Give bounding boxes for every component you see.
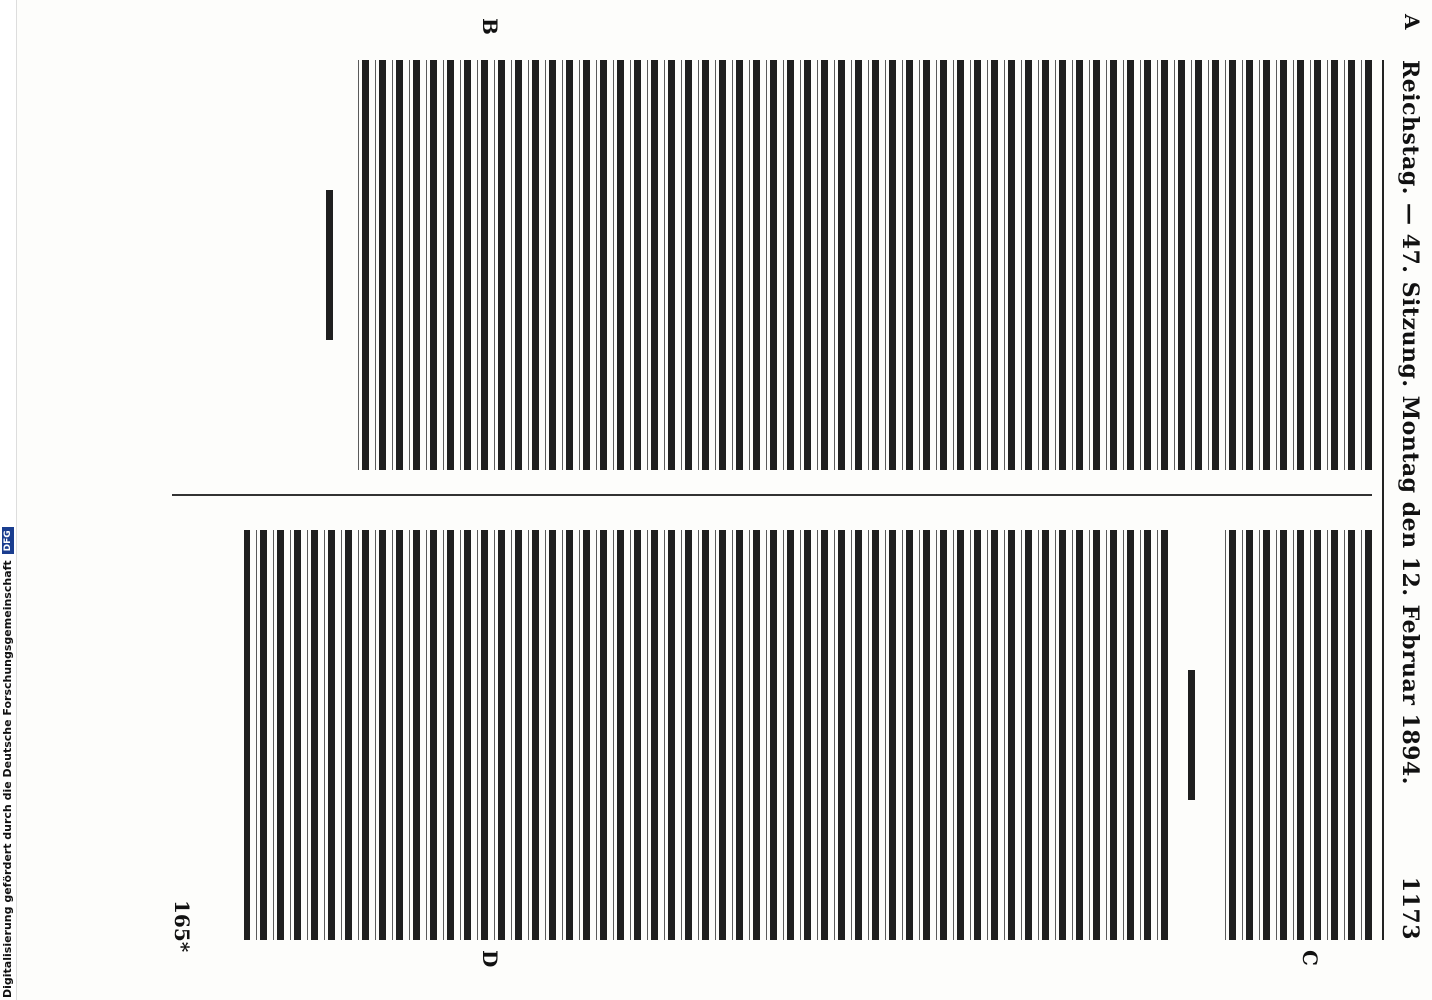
folio-mark: 165* xyxy=(170,900,194,953)
digitization-note-text: Digitalisierung gefördert durch die Deutsche Forschungsgemeinschaft xyxy=(1,560,14,998)
margin-letter-c: C xyxy=(1298,950,1322,966)
digitization-note xyxy=(1,0,15,998)
left-column-body-text xyxy=(352,60,1372,470)
left-column-centered-line xyxy=(321,60,338,470)
right-column-body-text xyxy=(244,530,1168,940)
header-title: Reichstag. — 47. Sitzung. Montag den 12. Februar 1894. xyxy=(1397,60,1423,785)
margin-letter-b: B xyxy=(478,18,502,35)
header-rule xyxy=(1382,60,1384,940)
margin-letter-a: A xyxy=(1400,14,1424,30)
margin-letter-d: D xyxy=(478,950,502,968)
right-column xyxy=(222,530,1372,940)
left-column xyxy=(222,60,1372,470)
header-page-number: 1173 xyxy=(1397,876,1423,940)
right-column-body-text-top xyxy=(1220,530,1372,940)
dfg-logo: DFG xyxy=(2,527,14,554)
column-divider xyxy=(172,494,1372,496)
running-header xyxy=(1388,60,1432,940)
digitization-sidebar xyxy=(0,0,17,1000)
document-page xyxy=(62,0,1432,1000)
right-column-centered-line xyxy=(1183,530,1200,940)
